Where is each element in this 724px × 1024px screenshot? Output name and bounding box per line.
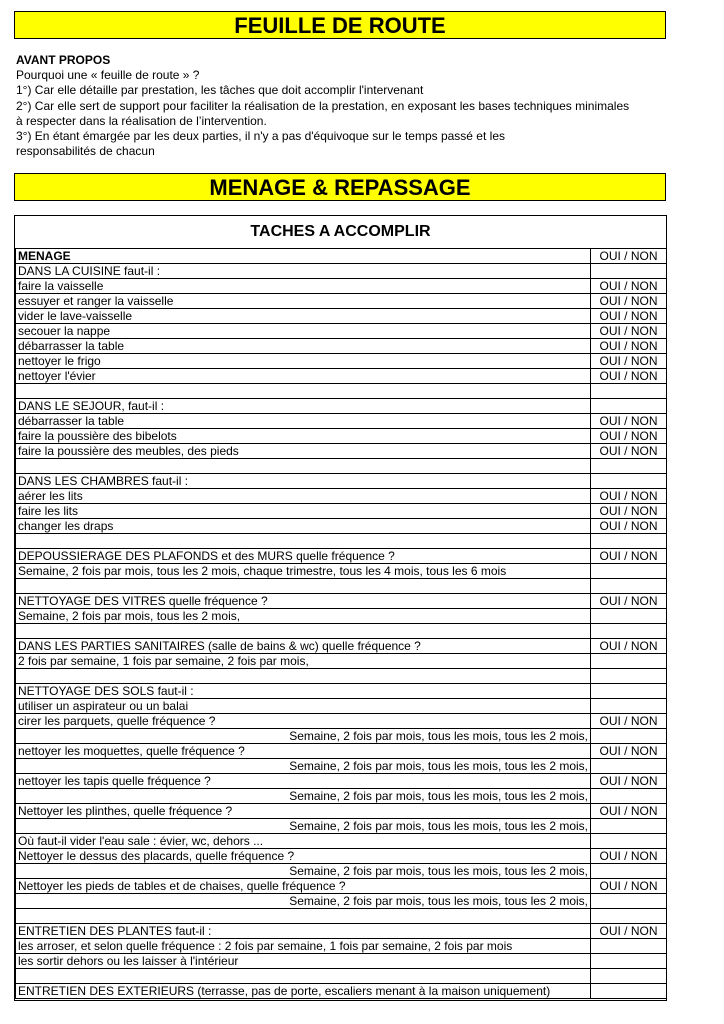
- answer-cell: OUI / NON: [591, 414, 667, 429]
- task-cell: utiliser un aspirateur ou un balai: [16, 699, 591, 714]
- table-row: [16, 729, 667, 744]
- task-cell: Semaine, 2 fois par mois, tous les 2 mois, chaque trimestre, tous les 4 mois, tous les 6 mois: [16, 564, 591, 579]
- answer-cell: [591, 969, 667, 984]
- page-title: FEUILLE DE ROUTE: [14, 11, 666, 39]
- task-cell: nettoyer les moquettes, quelle fréquence ?: [16, 744, 591, 759]
- answer-cell: OUI / NON: [591, 714, 667, 729]
- answer-cell: [591, 264, 667, 279]
- answer-cell: OUI / NON: [591, 324, 667, 339]
- answer-cell: [591, 534, 667, 549]
- answer-cell: [591, 399, 667, 414]
- table-row: [16, 384, 667, 399]
- intro-block: [16, 53, 656, 159]
- task-cell: [16, 534, 591, 549]
- answer-cell: OUI / NON: [591, 294, 667, 309]
- task-cell: Où faut-il vider l'eau sale : évier, wc, dehors ...: [16, 834, 591, 849]
- answer-cell: OUI / NON: [591, 309, 667, 324]
- task-cell: [16, 384, 591, 399]
- answer-cell: [591, 654, 667, 669]
- task-cell: Nettoyer le dessus des placards, quelle fréquence ?: [16, 849, 591, 864]
- answer-cell: [591, 684, 667, 699]
- tasks-title: TACHES A ACCOMPLIR: [250, 223, 431, 240]
- answer-cell: OUI / NON: [591, 639, 667, 654]
- answer-cell: OUI / NON: [591, 804, 667, 819]
- table-row: [16, 414, 667, 429]
- task-cell: Semaine, 2 fois par mois, tous les mois, tous les 2 mois,: [16, 864, 591, 879]
- answer-cell: [591, 819, 667, 834]
- answer-cell: OUI / NON: [591, 279, 667, 294]
- intro-line: Pourquoi une « feuille de route » ?: [16, 68, 200, 83]
- answer-cell: OUI / NON: [591, 849, 667, 864]
- table-row: [16, 774, 667, 789]
- answer-cell: OUI / NON: [591, 339, 667, 354]
- table-row: [16, 819, 667, 834]
- table-row: [16, 459, 667, 474]
- task-cell: secouer la nappe: [16, 324, 591, 339]
- answer-cell: OUI / NON: [591, 519, 667, 534]
- table-row: [16, 984, 667, 999]
- answer-cell: [591, 789, 667, 804]
- table-row: [16, 549, 667, 564]
- task-cell: faire les lits: [16, 504, 591, 519]
- answer-cell: [591, 864, 667, 879]
- tasks-box: [14, 215, 667, 1001]
- table-row: [16, 264, 667, 279]
- answer-cell: [591, 699, 667, 714]
- answer-cell: [591, 459, 667, 474]
- table-row: [16, 924, 667, 939]
- table-row: [16, 504, 667, 519]
- answer-cell: [591, 909, 667, 924]
- answer-cell: [591, 939, 667, 954]
- task-cell: Nettoyer les plinthes, quelle fréquence ?: [16, 804, 591, 819]
- answer-cell: OUI / NON: [591, 594, 667, 609]
- answer-cell: [591, 954, 667, 969]
- table-row: [16, 624, 667, 639]
- task-cell: Semaine, 2 fois par mois, tous les mois, tous les 2 mois,: [16, 819, 591, 834]
- answer-cell: [591, 759, 667, 774]
- task-cell: DANS LE SEJOUR, faut-il :: [16, 399, 591, 414]
- table-row: [16, 279, 667, 294]
- task-cell: faire la vaisselle: [16, 279, 591, 294]
- answer-cell: OUI / NON: [591, 369, 667, 384]
- answer-cell: [591, 669, 667, 684]
- table-row: [16, 444, 667, 459]
- answer-cell: OUI / NON: [591, 549, 667, 564]
- answer-cell: OUI / NON: [591, 924, 667, 939]
- task-cell: [16, 669, 591, 684]
- answer-cell: [591, 894, 667, 909]
- table-row: [16, 294, 667, 309]
- table-row: [16, 864, 667, 879]
- table-row: [16, 564, 667, 579]
- intro-line: à respecter dans la réalisation de l’intervention.: [16, 113, 267, 128]
- intro-line: 1°) Car elle détaille par prestation, les tâches que doit accomplir l'intervenant: [16, 83, 424, 98]
- table-row: [16, 369, 667, 384]
- answer-cell: [591, 609, 667, 624]
- table-row: [16, 894, 667, 909]
- answer-cell: OUI / NON: [591, 354, 667, 369]
- table-row: [16, 879, 667, 894]
- table-row: [16, 909, 667, 924]
- task-cell: ENTRETIEN DES EXTERIEURS (terrasse, pas de porte, escaliers menant à la maison uniquement): [16, 984, 591, 999]
- table-row: [16, 954, 667, 969]
- table-row: [16, 309, 667, 324]
- table-row: [16, 399, 667, 414]
- answer-cell: OUI / NON: [591, 879, 667, 894]
- table-row: [16, 324, 667, 339]
- task-cell: ENTRETIEN DES PLANTES faut-il :: [16, 924, 591, 939]
- table-row: [16, 639, 667, 654]
- task-cell: changer les draps: [16, 519, 591, 534]
- task-cell: [16, 459, 591, 474]
- tasks-table: [15, 248, 667, 999]
- answer-cell: [591, 984, 667, 999]
- task-cell: nettoyer l'évier: [16, 369, 591, 384]
- task-cell: les arroser, et selon quelle fréquence : 2 fois par semaine, 1 fois par semaine, 2 fois par mois: [16, 939, 591, 954]
- intro-line: responsabilités de chacun: [16, 144, 155, 159]
- table-row: [16, 519, 667, 534]
- task-cell: [16, 969, 591, 984]
- table-row: [16, 354, 667, 369]
- task-cell: débarrasser la table: [16, 414, 591, 429]
- answer-cell: [591, 624, 667, 639]
- table-row: [16, 939, 667, 954]
- answer-cell: OUI / NON: [591, 489, 667, 504]
- answer-cell: [591, 384, 667, 399]
- task-cell: faire la poussière des bibelots: [16, 429, 591, 444]
- table-row: [16, 654, 667, 669]
- task-cell: Semaine, 2 fois par mois, tous les mois, tous les 2 mois,: [16, 729, 591, 744]
- task-cell: NETTOYAGE DES VITRES quelle fréquence ?: [16, 594, 591, 609]
- task-cell: Semaine, 2 fois par mois, tous les 2 mois,: [16, 609, 591, 624]
- intro-line: 3°) En étant émargée par les deux parties, il n'y a pas d'équivoque sur le temps passé et les: [16, 129, 505, 144]
- section-title: MENAGE & REPASSAGE: [14, 173, 666, 201]
- table-row: [16, 804, 667, 819]
- task-cell: nettoyer les tapis quelle fréquence ?: [16, 774, 591, 789]
- task-cell: débarrasser la table: [16, 339, 591, 354]
- task-cell: MENAGE: [16, 249, 591, 264]
- task-cell: Semaine, 2 fois par mois, tous les mois, tous les 2 mois,: [16, 789, 591, 804]
- table-row: [16, 969, 667, 984]
- table-row: [16, 609, 667, 624]
- table-row: [16, 834, 667, 849]
- table-row: [16, 429, 667, 444]
- table-row: [16, 474, 667, 489]
- table-row: [16, 579, 667, 594]
- answer-cell: OUI / NON: [591, 429, 667, 444]
- table-row: [16, 699, 667, 714]
- answer-cell: OUI / NON: [591, 504, 667, 519]
- task-cell: vider le lave-vaisselle: [16, 309, 591, 324]
- table-row: [16, 249, 667, 264]
- task-cell: cirer les parquets, quelle fréquence ?: [16, 714, 591, 729]
- answer-cell: OUI / NON: [591, 249, 667, 264]
- task-cell: DEPOUSSIERAGE DES PLAFONDS et des MURS quelle fréquence ?: [16, 549, 591, 564]
- task-cell: nettoyer le frigo: [16, 354, 591, 369]
- task-cell: les sortir dehors ou les laisser à l'intérieur: [16, 954, 591, 969]
- intro-heading: AVANT PROPOS: [16, 53, 111, 67]
- task-cell: NETTOYAGE DES SOLS faut-il :: [16, 684, 591, 699]
- answer-cell: [591, 474, 667, 489]
- table-row: [16, 684, 667, 699]
- table-row: [16, 759, 667, 774]
- answer-cell: [591, 834, 667, 849]
- task-cell: Semaine, 2 fois par mois, tous les mois, tous les 2 mois,: [16, 759, 591, 774]
- task-cell: aérer les lits: [16, 489, 591, 504]
- task-cell: Nettoyer les pieds de tables et de chaises, quelle fréquence ?: [16, 879, 591, 894]
- task-cell: [16, 579, 591, 594]
- answer-cell: [591, 579, 667, 594]
- answer-cell: OUI / NON: [591, 444, 667, 459]
- answer-cell: [591, 564, 667, 579]
- intro-line: 2°) Car elle sert de support pour faciliter la réalisation de la prestation, en exposant les bases techniques minimales: [16, 98, 630, 113]
- task-cell: 2 fois par semaine, 1 fois par semaine, 2 fois par mois,: [16, 654, 591, 669]
- task-cell: faire la poussière des meubles, des pieds: [16, 444, 591, 459]
- task-cell: [16, 909, 591, 924]
- table-row: [16, 789, 667, 804]
- task-cell: DANS LES PARTIES SANITAIRES (salle de bains & wc) quelle fréquence ?: [16, 639, 591, 654]
- table-row: [16, 339, 667, 354]
- table-row: [16, 669, 667, 684]
- task-cell: DANS LA CUISINE faut-il :: [16, 264, 591, 279]
- answer-cell: OUI / NON: [591, 774, 667, 789]
- answer-cell: [591, 729, 667, 744]
- table-row: [16, 489, 667, 504]
- table-row: [16, 534, 667, 549]
- table-row: [16, 744, 667, 759]
- table-row: [16, 714, 667, 729]
- answer-cell: OUI / NON: [591, 744, 667, 759]
- task-cell: DANS LES CHAMBRES faut-il :: [16, 474, 591, 489]
- table-row: [16, 594, 667, 609]
- task-cell: Semaine, 2 fois par mois, tous les mois, tous les 2 mois,: [16, 894, 591, 909]
- task-cell: [16, 624, 591, 639]
- table-row: [16, 849, 667, 864]
- task-cell: essuyer et ranger la vaisselle: [16, 294, 591, 309]
